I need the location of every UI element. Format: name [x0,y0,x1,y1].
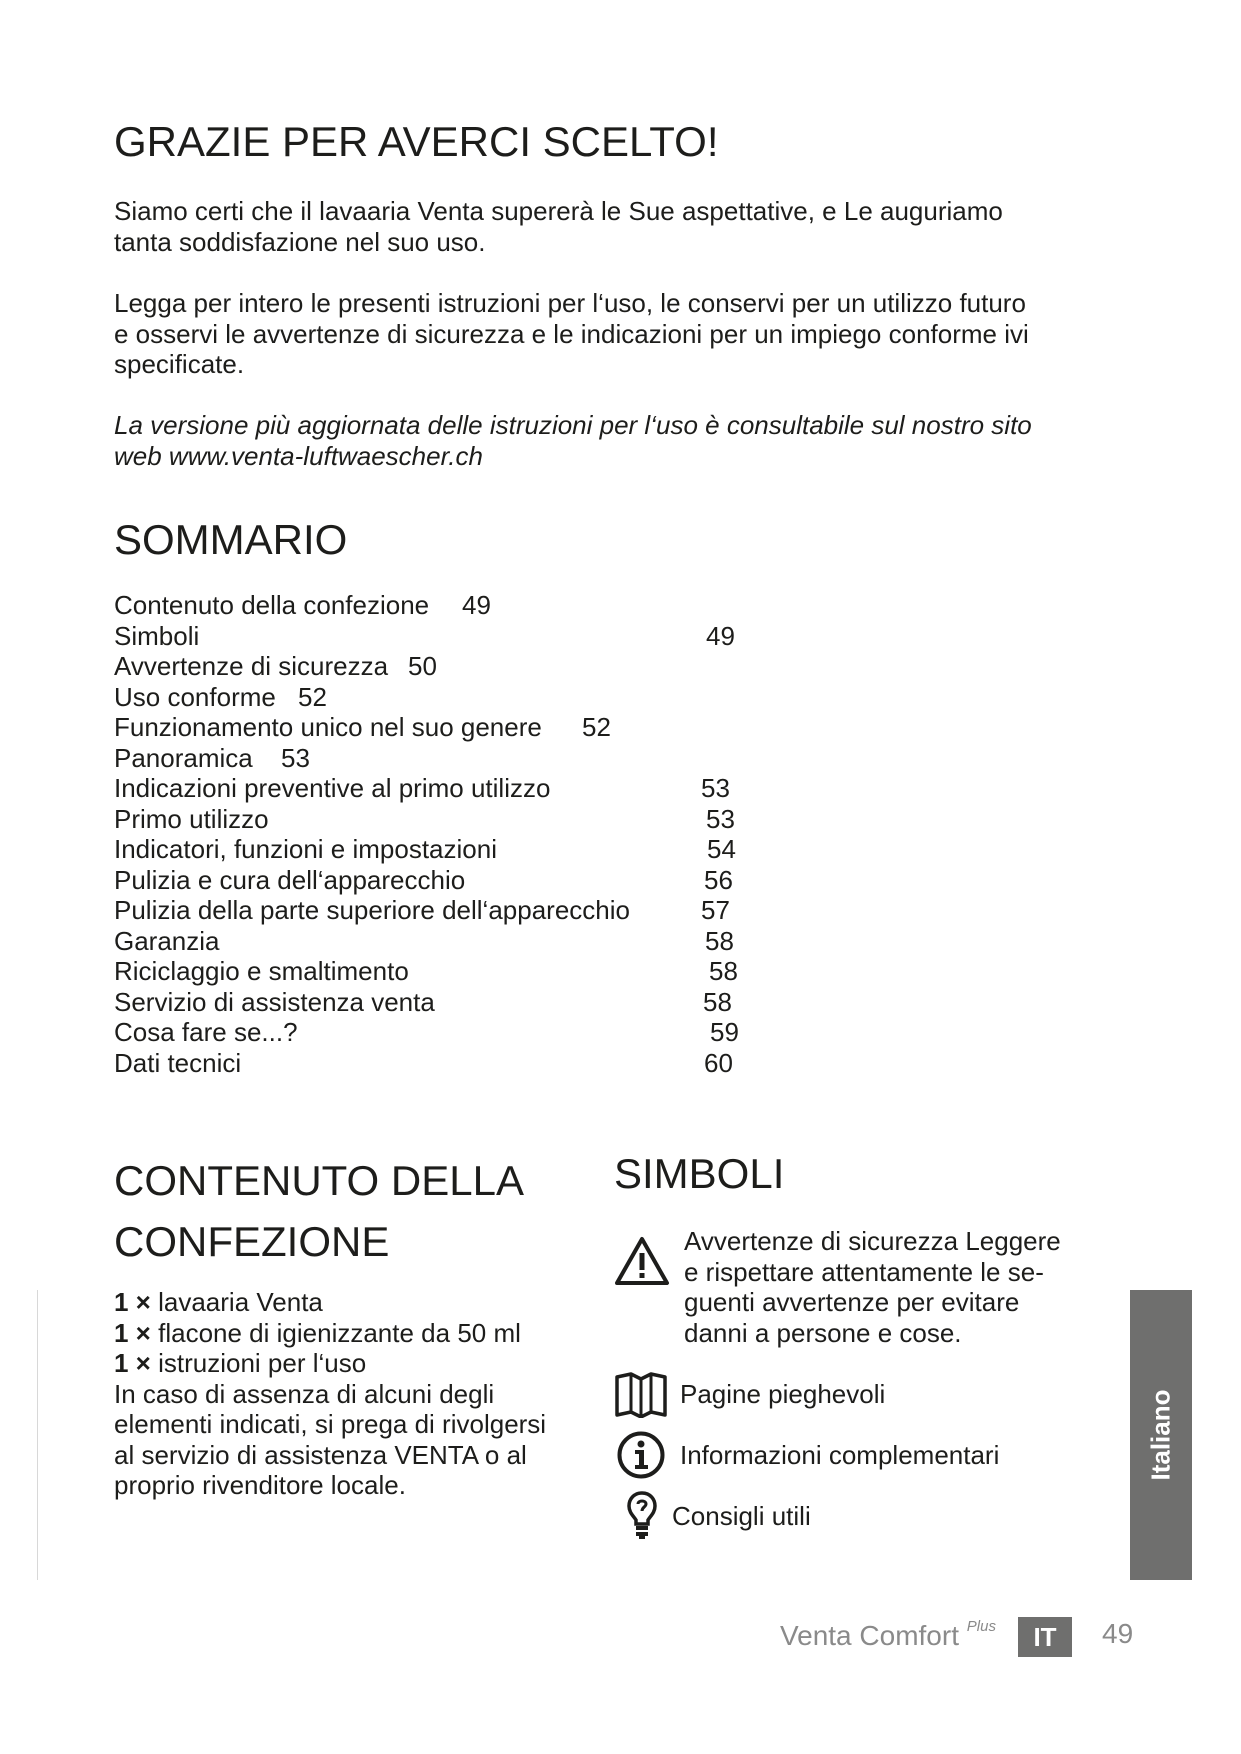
toc-entry-label: Contenuto della confezione [114,590,430,620]
website-note-line-1: La versione più aggiornata delle istruzioni per l‘uso è consultabile sul nostro sito [114,410,1032,440]
contents-title-line-1: CONTENUTO DELLA [114,1157,524,1204]
item-text: istruzioni per l‘uso [158,1348,367,1378]
package-contents [114,1287,594,1501]
toc-entry [114,712,754,743]
tips-symbol-text: Consigli utili [672,1501,811,1531]
toc-title: SOMMARIO [114,516,348,563]
toc-entry [114,926,754,957]
toc-entry-page: 59 [710,1017,739,1047]
warning-triangle-icon [614,1236,670,1291]
intro-paragraph-1-line-1: Siamo certi che il lavaaria Venta supererà le Sue aspettative, e Le auguriamo [114,196,1003,226]
intro-paragraph-2-line-2: e osservi le avvertenze di sicurezza e le indicazioni per un impiego conforme ivi [114,318,1029,349]
toc-entry-page: 49 [706,620,735,651]
toc-entry-page: 53 [701,773,730,803]
contents-note-line-3: al servizio di assistenza VENTA o al [114,1439,527,1470]
list-item [114,1287,594,1318]
toc-entry-page: 53 [706,803,735,834]
intro-paragraph-2-line-3: specificate. [114,349,245,379]
footer-model: Venta Comfort [780,1620,959,1651]
toc-entry [114,834,754,865]
intro-paragraph-2-line-1: Legga per intero le presenti istruzioni per l‘uso, le conservi per un utilizzo futuro [114,288,1026,318]
contents-note [114,1379,594,1501]
toc-entry [114,956,754,987]
intro-paragraph-1-line-2: tanta soddisfazione nel suo uso. [114,226,486,257]
item-text: flacone di igienizzante da 50 ml [158,1317,521,1348]
item-quantity: 1 × [114,1317,151,1348]
language-side-tab [1130,1290,1192,1580]
page-number: 49 [1102,1618,1134,1649]
toc-entry [114,621,754,652]
toc-entry [114,987,754,1018]
toc-entry-page: 58 [703,986,732,1017]
toc-entry [114,865,754,896]
toc-entry-label: Dati tecnici [114,1047,242,1078]
contents-note-line-4: proprio rivenditore locale. [114,1470,406,1500]
toc-entry-page: 52 [298,681,327,712]
warning-line-4: danni a persone e cose. [684,1317,962,1348]
info-icon [616,1430,666,1485]
table-of-contents [114,590,754,1078]
toc-entry-label: Primo utilizzo [114,803,269,834]
toc-entry-page: 60 [704,1047,733,1078]
foldout-map-icon [614,1372,668,1423]
toc-entry-page: 50 [408,651,437,681]
toc-entry [114,1017,754,1048]
toc-entry-page: 52 [582,712,611,742]
margin-line [37,1290,38,1580]
toc-entry-page: 58 [709,956,738,986]
toc-entry-label: Garanzia [114,925,220,956]
toc-entry [114,651,754,682]
warning-line-2: e rispettare attentamente le se- [684,1256,1044,1287]
language-side-tab-label: Italiano [1145,1389,1176,1481]
list-item [114,1318,594,1349]
toc-entry-label: Funzionamento unico nel suo genere [114,712,542,742]
toc-entry-page: 58 [705,925,734,956]
toc-entry-label: Panoramica [114,742,253,773]
footer-model-suffix: Plus [966,1618,996,1635]
warning-line-1: Avvertenze di sicurezza Leggere [684,1226,1061,1256]
toc-entry-label: Uso conforme [114,681,276,712]
toc-entry-page: 57 [701,895,730,925]
item-text: lavaaria Venta [158,1287,323,1317]
toc-entry-label: Servizio di assistenza venta [114,986,435,1017]
toc-entry [114,804,754,835]
intro-paragraph-2 [114,288,1074,380]
list-item [114,1348,594,1379]
toc-entry [114,743,754,774]
toc-entry [114,1048,754,1079]
contents-title-line-2: CONFEZIONE [114,1218,390,1265]
warning-line-3: guenti avvertenze per evitare [684,1287,1020,1317]
intro-paragraph-1 [114,196,1074,257]
item-quantity: 1 × [114,1287,151,1317]
toc-entry [114,895,754,926]
toc-entry-label: Simboli [114,620,200,651]
info-symbol-text: Informazioni complementari [680,1440,1000,1470]
toc-entry-page: 49 [462,590,491,620]
toc-entry-label: Avvertenze di sicurezza [114,651,389,681]
toc-entry-label: Indicazioni preventive al primo utilizzo [114,773,551,803]
item-quantity: 1 × [114,1348,151,1378]
contents-note-line-2: elementi indicati, si prega di rivolgersi [114,1409,547,1439]
footer-model-name [780,1618,996,1652]
toc-entry-label: Cosa fare se...? [114,1017,298,1047]
toc-entry-page: 53 [281,742,310,773]
toc-entry-label: Riciclaggio e smaltimento [114,956,409,986]
foldout-symbol-text: Pagine pieghevoli [680,1379,886,1409]
contents-note-line-1: In caso di assenza di alcuni degli [114,1378,495,1409]
toc-entry [114,682,754,713]
footer-language-badge: IT [1018,1617,1072,1657]
page-title: GRAZIE PER AVERCI SCELTO! [114,118,719,165]
toc-entry-label: Indicatori, funzioni e impostazioni [114,834,497,864]
toc-entry-label: Pulizia e cura dell‘apparecchio [114,864,466,895]
toc-entry [114,590,754,621]
website-note-line-2: web www.venta-luftwaescher.ch [114,440,483,471]
toc-entry-page: 56 [704,864,733,895]
lightbulb-icon [626,1490,658,1545]
warning-symbol-text [684,1226,1061,1348]
contents-title [114,1150,524,1272]
toc-entry [114,773,754,804]
symbols-title: SIMBOLI [614,1150,785,1197]
toc-entry-label: Pulizia della parte superiore dell‘apparecchio [114,895,630,925]
toc-entry-page: 54 [707,834,736,864]
website-note [114,410,1074,471]
